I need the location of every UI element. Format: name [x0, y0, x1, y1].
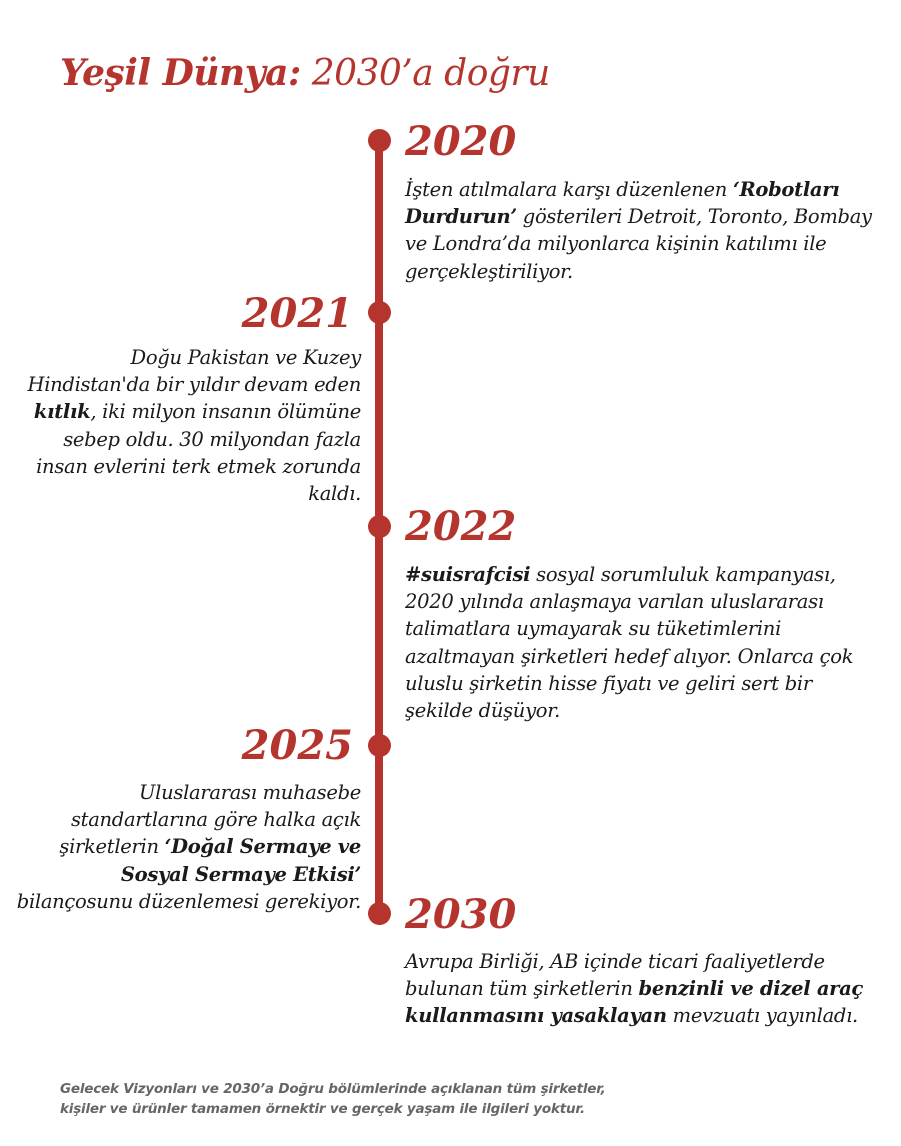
year-2022: 2022 — [405, 503, 517, 550]
event-2021-part-2: kıtlık — [33, 400, 91, 424]
event-text-2030 — [405, 948, 875, 1030]
timeline-dot-2030 — [368, 902, 391, 925]
timeline-dot-2020 — [368, 129, 391, 152]
event-text-2022 — [405, 561, 875, 724]
event-2020-part-1: İşten atılmalara karşı düzenlenen — [405, 178, 733, 201]
timeline-dot-2025 — [368, 734, 391, 757]
event-2022-part-1: #suisrafcisi — [405, 563, 531, 586]
event-2030-part-2: benzinli ve dizel araç kullanmasını yasaklayan — [405, 977, 864, 1028]
title-main: Yeşil Dünya: — [60, 52, 301, 94]
footnote-line-1: Gelecek Vizyonları ve 2030’a Doğru bölümlerinde açıklanan tüm şirketler, — [60, 1081, 606, 1097]
footnote-line-2: kişiler ve ürünler tamamen örnektir ve gerçek yaşam ile ilgileri yoktur. — [60, 1101, 585, 1117]
year-2021: 2021 — [241, 290, 353, 337]
event-2025-part-2: ‘Doğal Sermaye ve Sosyal Sermaye Etkisi’ — [120, 835, 361, 886]
event-text-2025 — [11, 779, 361, 915]
event-2020-part-3: gösterileri Detroit, Toronto, Bombay ve Londra’da milyonlarca kişinin katılımı ile gerçekleştiriliyor. — [405, 205, 872, 283]
disclaimer-footnote — [60, 1079, 606, 1119]
timeline-dot-2022 — [368, 515, 391, 538]
year-2020: 2020 — [405, 118, 517, 165]
event-text-2020 — [405, 176, 875, 285]
year-2025: 2025 — [241, 722, 353, 769]
event-2021-part-3: , iki milyon insanın ölümüne sebep oldu. 30 milyondan fazla insan evlerini terk etmek zorunda kaldı. — [36, 400, 361, 506]
event-text-2021 — [11, 344, 361, 507]
event-2030-part-1: Avrupa Birliği, AB içinde ticari faaliyetlerde bulunan tüm şirketlerin — [405, 950, 825, 1001]
event-2020-part-2: ‘Robotları Durdurun’ — [405, 178, 840, 229]
timeline-dot-2021 — [368, 301, 391, 324]
event-2021-part-1: Doğu Pakistan ve Kuzey Hindistan'da bir yıldır devam eden — [27, 346, 361, 397]
page-title — [60, 52, 550, 94]
event-2030-part-3: mevzuatı yayınladı. — [666, 1004, 858, 1028]
year-2030: 2030 — [405, 891, 517, 938]
event-2025-part-3: bilançosunu düzenlemesi gerekiyor. — [16, 889, 361, 913]
event-2025-part-1: Uluslararası muhasebe standartlarına göre halka açık şirketlerin — [59, 781, 361, 859]
title-sub: 2030’a doğru — [311, 53, 550, 94]
event-2022-part-2: sosyal sorumluluk kampanyası, 2020 yılında anlaşmaya varılan uluslararası talimatlara uymayarak su tüketimlerini azaltmayan şirketleri hedef alıyor. Onlarca çok uluslu şirketin hisse fiyatı ve geliri sert bir şekilde düşüyor. — [405, 563, 854, 723]
